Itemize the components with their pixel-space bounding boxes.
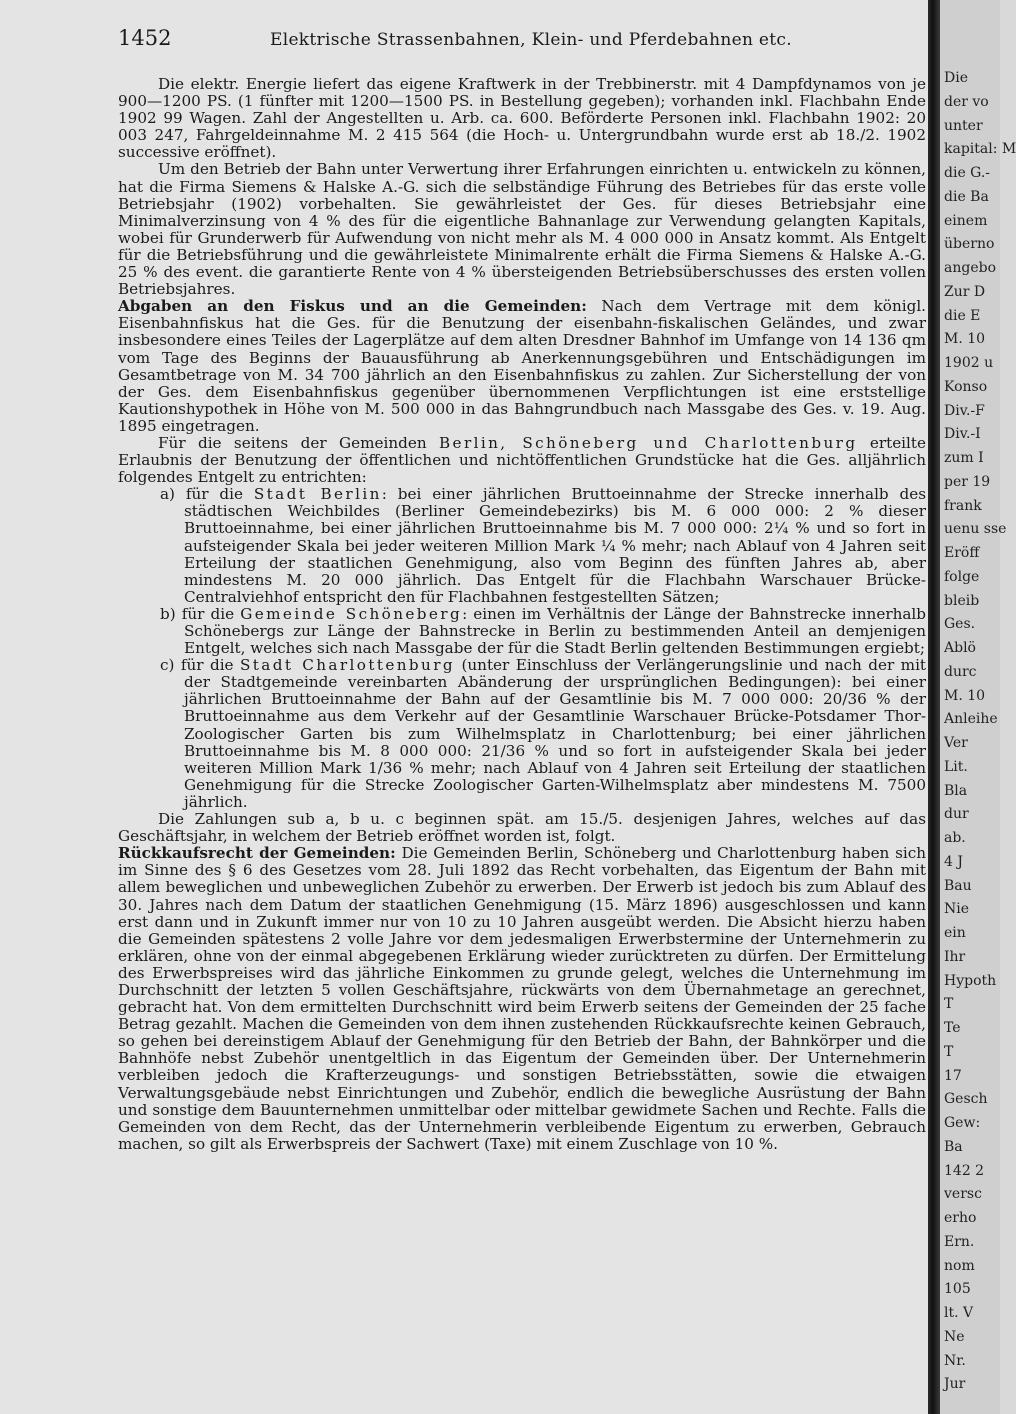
adjacent-page-fragment: der vo bbox=[944, 93, 989, 110]
adjacent-page-fragment: Div.-F bbox=[944, 402, 985, 419]
adjacent-page-fragment: Konso bbox=[944, 378, 988, 395]
page-number: 1452 bbox=[118, 26, 172, 50]
adjacent-page-fragment: ein bbox=[944, 925, 966, 941]
item-a-prefix: a) für die bbox=[160, 485, 243, 504]
adjacent-page-fragment: Ba bbox=[944, 1138, 963, 1155]
adjacent-page-fragment: kapital: M bbox=[944, 141, 1016, 158]
adjacent-page-fragment: lt. V bbox=[944, 1305, 974, 1321]
adjacent-page-fragment: unter bbox=[944, 117, 983, 134]
section-heading-levies: Abgaben an den Fiskus und an die Gemeinden: bbox=[118, 297, 587, 316]
adjacent-page-fragment: Gesch bbox=[944, 1091, 988, 1108]
adjacent-page-fragment: Ablö bbox=[944, 640, 976, 656]
page-body bbox=[118, 76, 926, 1153]
item-a-text: : bei einer jährlichen Bruttoeinnahme der Strecke innerhalb des städtischen Weichbildes (Berliner Gemeindebezirks) bis M. 6 000 000: 2 % dieser Bruttoeinnahme, bei einer jährlichen Bruttoeinnahme bis M. 7 000 000: 2¼ % und so fort in aufsteigender Skala bei jeder weiteren Million Mark ¼ % mehr; nach Ablauf von 4 Jahren seit Erteilung der staatlichen Genehmigung, also vom Beginn des fünften Jahres ab, aber mindestens M. 20 000 jährlich. Das Entgelt für die Flachbahn Warschauer Brücke-Centralviehhof entspricht den für Flachbahnen festgestellten Sätzen; bbox=[184, 485, 927, 606]
adjacent-page-fragment: Hypoth bbox=[944, 972, 997, 989]
adjacent-page-fragment: frank bbox=[944, 497, 982, 514]
item-c-text: (unter Einschluss der Verlängerungslinie und nach der mit der Stadtgemeinde vereinbarten Abänderung der ursprünglichen Bedingungen): bei einer jährlichen Bruttoeinnahme der Bahn auf der Gesamtlinie bis M. 7 000 000: 20/36 % der Bruttoeinnahme aus dem Verkehr auf der Gesamtlinie Warschauer Brücke-Potsdamer Thor-Zoologischer Garten bis zum Wilhelmsplatz in Charlottenburg; bei einer jährlichen Bruttoeinnahme bis M. 8 000 000: 21/36 % und so fort in aufsteigender Skala bei jeder weiteren Million Mark 1/36 % mehr; nach Ablauf von 4 Jahren seit Erteilung der staatlichen Genehmigung für die Strecke Zoologischer Garten-Wilhelmsplatz aber mindestens M. 7500 jährlich. bbox=[184, 656, 927, 811]
adjacent-page-fragment: bleib bbox=[944, 592, 980, 609]
paragraph-fiscal-levies bbox=[118, 298, 926, 435]
adjacent-page-fragment: Ver bbox=[944, 735, 968, 751]
list-item-c-charlottenburg bbox=[118, 657, 926, 811]
paragraph-municipal-fees bbox=[118, 435, 926, 486]
item-a-place: Stadt Berlin bbox=[253, 485, 382, 504]
adjacent-page-fragment: dur bbox=[944, 806, 969, 823]
adjacent-page-fragment: versc bbox=[944, 1186, 982, 1203]
adjacent-page-fragment: zum I bbox=[944, 450, 984, 466]
adjacent-page-fragment: Lit. bbox=[944, 758, 968, 775]
adjacent-page-edge bbox=[940, 0, 1016, 1414]
adjacent-page-fragment: ab. bbox=[944, 830, 966, 846]
adjacent-page-fragment: die G.- bbox=[944, 165, 991, 181]
adjacent-page-fragment: Nr. bbox=[944, 1352, 966, 1369]
adjacent-page-fragment: Ihr bbox=[944, 948, 966, 965]
adjacent-page-fragment: Anleihe bbox=[944, 711, 998, 728]
adjacent-page-fragment: einem bbox=[944, 212, 988, 229]
adjacent-page-fragment: Die bbox=[944, 70, 968, 86]
adjacent-page-fragment: per 19 bbox=[944, 473, 991, 490]
adjacent-page-fragment: nom bbox=[944, 1257, 975, 1274]
adjacent-page-fragment: 105 bbox=[944, 1281, 971, 1298]
list-item-b-schoeneberg bbox=[118, 606, 926, 657]
paragraph-operation: Um den Betrieb der Bahn unter Verwertung ihrer Erfahrungen einrichten u. entwickeln zu können, hat die Firma Siemens & Halske A.-G. sich die selbständige Führung des Betriebes für das erste volle Betriebsjahr (1902) vorbehalten. Sie gewährleistet der Ges. für dieses Betriebsjahr eine Minimalverzinsung von 4 % des für die eigentliche Bahnanlage zur Verwendung gelangten Kapitals, wobei für Grunderwerb für Aufwendung von nicht mehr als M. 4 000 000 in Ansatz kommt. Als Entgelt für die Betriebsführung und die gewährleistete Minimalrente erhält die Firma Siemens & Halske A.-G. 25 % des event. die garantierte Rente von 4 % übersteigenden Betriebsüberschusses des ersten vollen Betriebsjahres. bbox=[118, 160, 926, 299]
section-heading-buyback: Rückkaufsrecht der Gemeinden: bbox=[118, 844, 396, 863]
paragraph-payment-start: Die Zahlungen sub a, b u. c beginnen spät. am 15./5. desjenigen Jahres, welches auf das Geschäftsjahr, in welchem der Betrieb eröffnet worden ist, folgt. bbox=[118, 810, 926, 846]
adjacent-page-fragment: erho bbox=[944, 1210, 977, 1226]
running-title: Elektrische Strassenbahnen, Klein- und Pferdebahnen etc. bbox=[270, 30, 792, 50]
adjacent-page-fragment: Zur D bbox=[944, 283, 986, 300]
book-gutter bbox=[928, 0, 940, 1414]
adjacent-page-fragment: Ern. bbox=[944, 1233, 975, 1250]
adjacent-page-fragment: Bau bbox=[944, 877, 972, 894]
adjacent-page-fragment: T bbox=[944, 996, 954, 1013]
adjacent-page-fragment: Eröff bbox=[944, 545, 980, 561]
paragraph-buyback-right bbox=[118, 845, 926, 1153]
adjacent-page-fragment: M. 10 bbox=[944, 331, 986, 348]
adjacent-page-fragment: T bbox=[944, 1043, 954, 1060]
item-c-place: Stadt Charlottenburg bbox=[240, 656, 456, 675]
adjacent-page-fragment: die E bbox=[944, 307, 981, 324]
adjacent-page-fragment: Bla bbox=[944, 782, 968, 799]
list-item-a-berlin bbox=[118, 486, 926, 606]
adjacent-page-fragment: uenu sse bbox=[944, 521, 1007, 538]
adjacent-page-fragment: die Ba bbox=[944, 188, 989, 205]
adjacent-page-fragment: Te bbox=[944, 1020, 961, 1036]
adjacent-page-fragment: 142 2 bbox=[944, 1162, 985, 1179]
item-c-prefix: c) für die bbox=[160, 656, 234, 675]
adjacent-page-fragment: 4 J bbox=[944, 853, 963, 870]
adjacent-page-fragment: Jur bbox=[944, 1376, 966, 1393]
municipalities-spaced: Berlin, Schöneberg und Charlottenburg bbox=[439, 433, 858, 452]
adjacent-page-fragment: Div.-I bbox=[944, 426, 981, 443]
adjacent-page-fragment: durc bbox=[944, 663, 977, 680]
fees-intro: Für die seitens der Gemeinden bbox=[158, 433, 427, 452]
paragraph-energy: Die elektr. Energie liefert das eigene Kraftwerk in der Trebbinerstr. mit 4 Dampfdynamos von je 900—1200 PS. (1 fünfter mit 1200—1500 PS. in Bestellung gegeben); vorhanden inkl. Flachbahn Ende 1902 99 Wagen. Zahl der Angestellten u. Arb. ca. 600. Beförderte Personen inkl. Flachbahn 1902: 20 003 247, Fahrgeldeinnahme M. 2 415 564 (die Hoch- u. Untergrundbahn wurde erst ab 18./2. 1902 successive eröffnet). bbox=[118, 75, 926, 162]
adjacent-page-fragment: Ne bbox=[944, 1328, 965, 1345]
item-b-place: Gemeinde Schöneberg bbox=[240, 604, 463, 623]
levies-text: Nach dem Vertrage mit dem königl. Eisenbahnfiskus hat die Ges. für die Benutzung der eisenbahn-fiskalischen Geländes, und zwar insbesondere eines Teiles der Lagerplätze auf dem alten Dresdner Bahnhof im Umfange von 14 136 qm vom Tage des Beginns der Bauausführung ab Anerkennungsgebühren und Entschädigungen im Gesamtbetrage von M. 34 700 jährlich an den Eisenbahnfiskus zu zahlen. Zur Sicherstellung der von der Ges. dem Eisenbahnfiskus gegenüber übernommenen Verpflichtungen ist eine erststellige Kautionshypothek in Höhe von M. 500 000 in das Bahngrundbuch nach Massgabe des Ges. v. 19. Aug. 1895 eingetragen. bbox=[118, 297, 926, 435]
item-b-prefix: b) für die bbox=[160, 604, 235, 623]
adjacent-page-fragment: 1902 u bbox=[944, 355, 994, 371]
item-b-text: : einen im Verhältnis der Länge der Bahnstrecke innerhalb Schönebergs zur Länge der Bahnstrecke in Berlin zu bestimmenden Anteil an demjenigen Entgelt, welches sich nach Massgabe der für die Stadt Berlin geltenden Bestimmungen ergiebt; bbox=[184, 604, 926, 658]
adjacent-page-fragment: angebo bbox=[944, 260, 997, 276]
adjacent-page-fragment: Gew: bbox=[944, 1115, 981, 1131]
adjacent-page-fragment: überno bbox=[944, 236, 995, 253]
adjacent-page-fragment: Ges. bbox=[944, 616, 976, 633]
adjacent-page-fragment: 17 bbox=[944, 1067, 962, 1084]
fees-intro-rest: erteilte Erlaubnis der Benutzung der öffentlichen und nichtöffentlichen Grundstücke hat die Ges. alljährlich folgendes Entgelt zu entrichten: bbox=[118, 433, 926, 487]
buyback-text: Die Gemeinden Berlin, Schöneberg und Charlottenburg haben sich im Sinne des § 6 des Gesetzes vom 28. Juli 1892 das Recht vorbehalten, das Eigentum der Bahn mit allem beweglichen und unbeweglichen Zubehör zu erwerben. Der Erwerb ist jedoch bis zum Ablauf des 30. Jahres nach dem Datum der staatlichen Genehmigung (15. März 1896) ausgeschlossen und kann erst dann und in Zukunft immer nur von 10 zu 10 Jahren ausgeübt werden. Die Absicht hierzu haben die Gemeinden spätestens 2 volle Jahre vor dem jedesmaligen Erwerbstermine der Unternehmerin zu erklären, ohne von der einmal abgegebenen Erklärung wieder zurücktreten zu dürfen. Der Ermittelung des Erwerbspreises wird das jährliche Einkommen zu grunde gelegt, welches die Unternehmung im Durchschnitt der letzten 5 vollen Geschäftsjahre, rückwärts von dem Übernahmetage an gerechnet, gebracht hat. Von dem ermittelten Durchschnitt wird beim Erwerb seitens der Gemeinden der 25 fache Betrag gezahlt. Machen die Gemeinden von dem ihnen zustehenden Rückkaufsrechte keinen Gebrauch, so gehen bei dereinstigem Ablauf der Genehmigung für den Betrieb der Bahn, der Bahnkörper und die Bahnhöfe nebst Zubehör unentgeltlich in das Eigentum der Gemeinden über. Der Unternehmerin verbleiben jedoch die Krafterzeugungs- und sonstigen Betriebsstätten, sowie die etwaigen Verwaltungsgebäude nebst Einrichtungen und Zubehör, endlich die bewegliche Ausrüstung der Bahn und sonstige dem Bauunternehmen unmittelbar oder mittelbar gewidmete Sachen und Rechte. Falls die Gemeinden von dem Recht, das der Unternehmerin verbleibende Eigentum zu erwerben, Gebrauch machen, so gilt als Erwerbspreis der Sachwert (Taxe) mit einem Zuschlage von 10 %. bbox=[118, 844, 927, 1153]
adjacent-page-fragment: Nie bbox=[944, 901, 970, 918]
adjacent-page-fragment: folge bbox=[944, 568, 980, 585]
page-header bbox=[118, 26, 918, 54]
adjacent-page-fragment: M. 10 bbox=[944, 687, 986, 704]
